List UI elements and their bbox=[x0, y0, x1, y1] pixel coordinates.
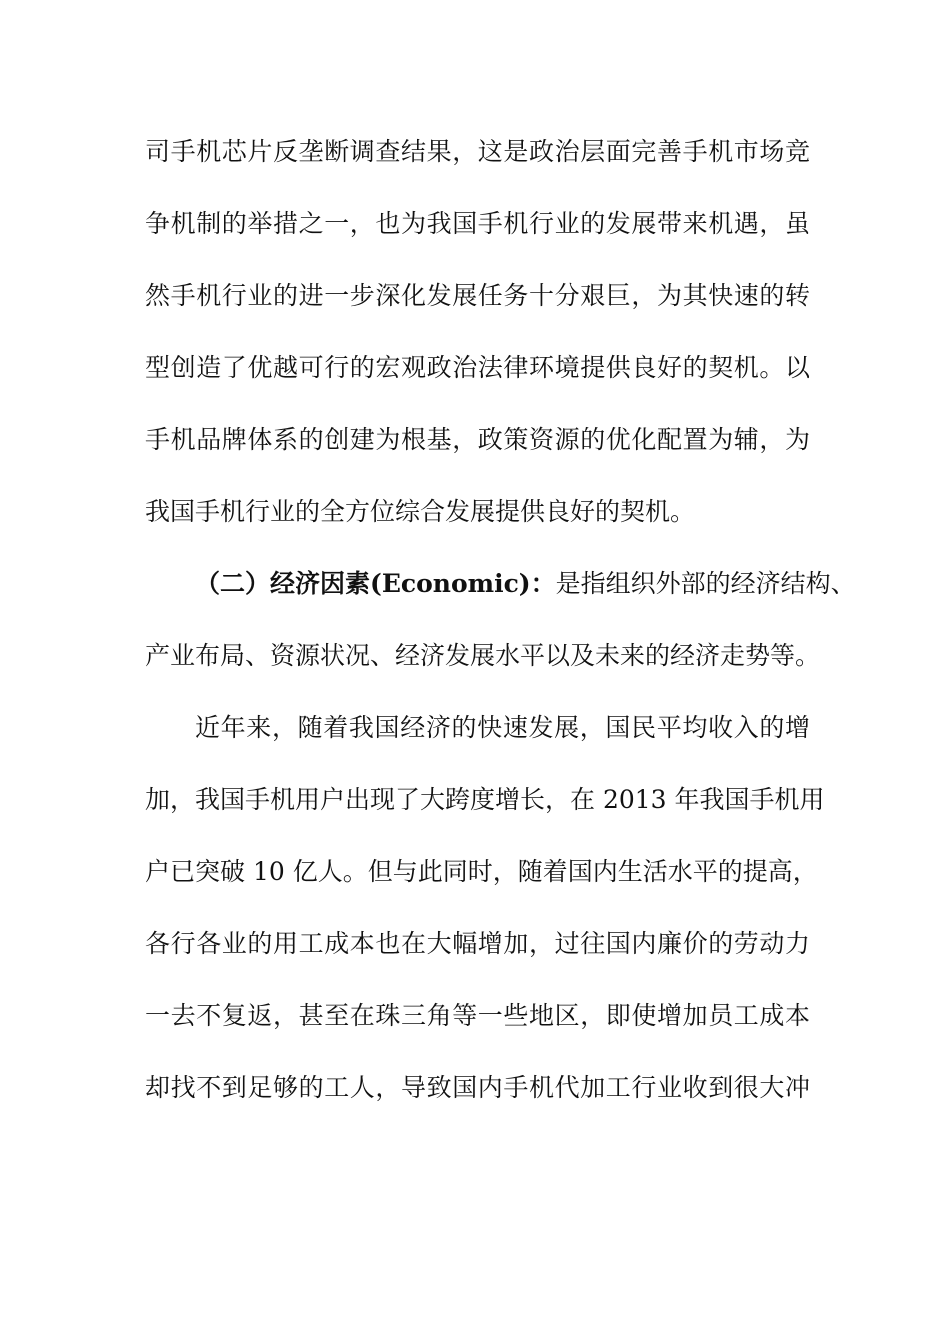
paragraph-1-line-4: 型创造了优越可行的宏观政治法律环境提供良好的契机。以 bbox=[145, 353, 810, 382]
section-heading-line bbox=[195, 564, 856, 604]
paragraph-1-line-3: 然手机行业的进一步深化发展任务十分艰巨，为其快速的转 bbox=[145, 281, 810, 310]
section-definition-part-2: 产业布局、资源状况、经济发展水平以及未来的经济走势等。 bbox=[145, 641, 821, 670]
paragraph-3-line-2: 加，我国手机用户出现了大跨度增长，在 2013 年我国手机用 bbox=[145, 785, 825, 814]
paragraph-3-line-1: 近年来，随着我国经济的快速发展，国民平均收入的增 bbox=[195, 713, 810, 742]
paragraph-3-line-6: 却找不到足够的工人，导致国内手机代加工行业收到很大冲 bbox=[145, 1073, 810, 1102]
paragraph-1-line-2: 争机制的举措之一，也为我国手机行业的发展带来机遇，虽 bbox=[145, 209, 810, 238]
paragraph-1-line-6: 我国手机行业的全方位综合发展提供良好的契机。 bbox=[145, 497, 696, 526]
paragraph-3-line-3: 户已突破 10 亿人。但与此同时，随着国内生活水平的提高， bbox=[145, 857, 818, 886]
paragraph-3-line-5: 一去不复返，甚至在珠三角等一些地区，即使增加员工成本 bbox=[145, 1001, 810, 1030]
paragraph-1-line-5: 手机品牌体系的创建为根基，政策资源的优化配置为辅，为 bbox=[145, 425, 810, 454]
paragraph-1-line-1: 司手机芯片反垄断调查结果，这是政治层面完善手机市场竞 bbox=[145, 137, 810, 166]
section-heading: （二）经济因素(Economic)： bbox=[195, 569, 556, 598]
section-definition-part-1: 是指组织外部的经济结构、 bbox=[555, 569, 856, 598]
paragraph-3-line-4: 各行各业的用工成本也在大幅增加，过往国内廉价的劳动力 bbox=[145, 929, 810, 958]
